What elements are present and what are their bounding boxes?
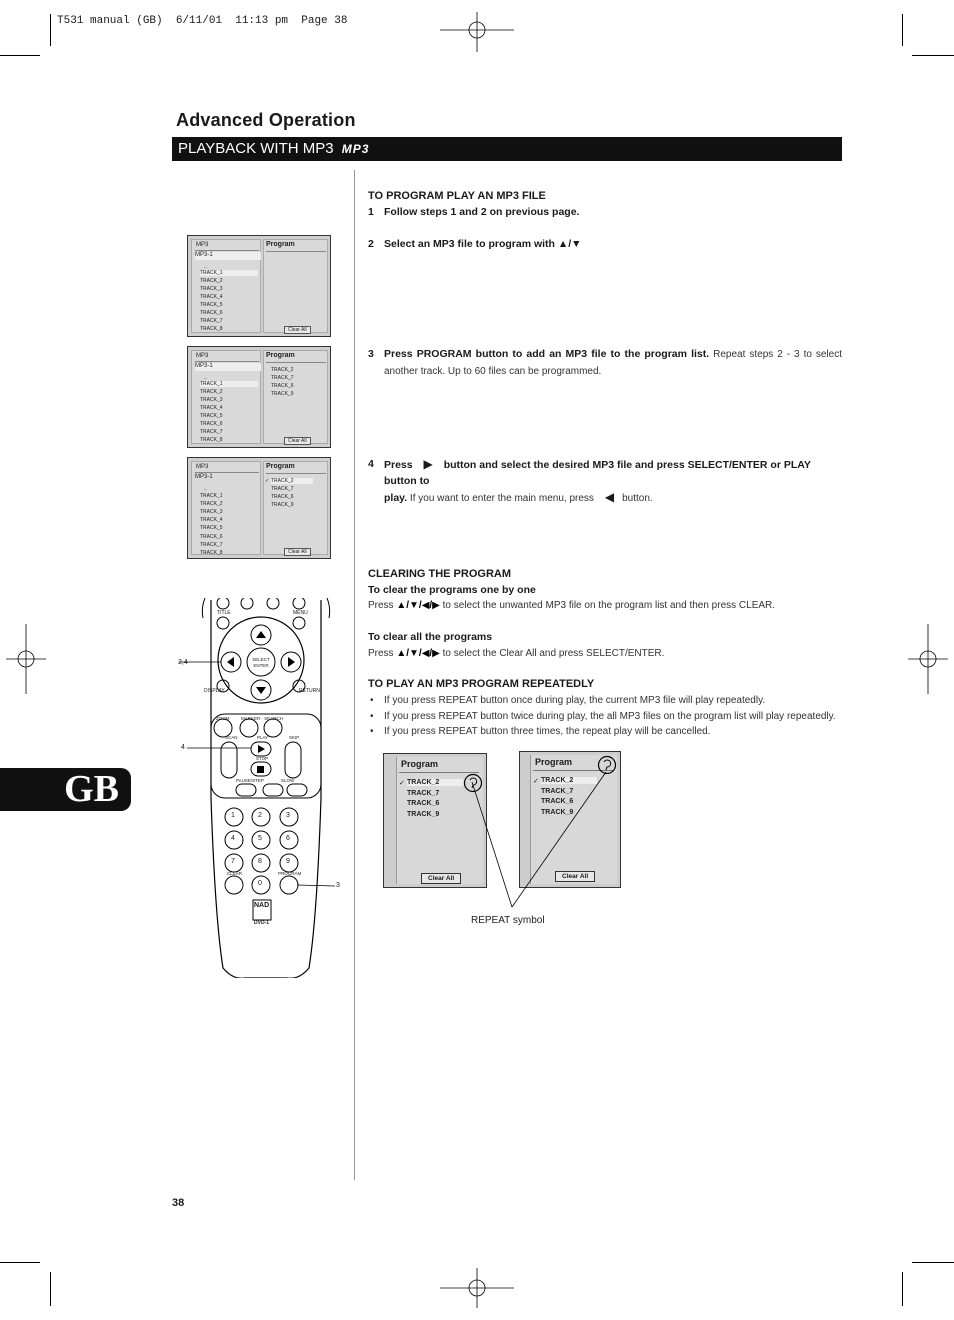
repeat-bullet: • If you press REPEAT button three times, the repeat play will be cancelled. (368, 724, 848, 740)
key-7[interactable]: 7 (231, 858, 235, 865)
step-4-press: Press (384, 459, 413, 471)
track-row: TRACK_4 (200, 294, 223, 300)
key-3[interactable]: 3 (286, 812, 290, 819)
track-row: TRACK_5 (200, 302, 223, 308)
remote-return-label: RETURN (299, 688, 320, 694)
right-arrow-icon: ▶ (423, 457, 433, 471)
track-row: TRACK_1 (200, 270, 258, 276)
step-4-number: 4 (368, 458, 374, 470)
repeat-symbol-pointer-lines (470, 770, 620, 915)
step-3-number: 3 (368, 348, 374, 360)
registration-mark-top (440, 12, 514, 52)
program-row: TRACK_7 (271, 486, 294, 492)
track-row: TRACK_7 (200, 542, 223, 548)
print-header-line: T531 manual (GB) 6/11/01 11:13 pm Page 38 (57, 15, 348, 27)
track-row: TRACK_4 (200, 405, 223, 411)
up-row: .. (204, 375, 207, 381)
step-3-bold: Press PROGRAM button to add an MP3 file to the program list. (384, 348, 710, 360)
folder-name: MP3-1 (195, 363, 213, 369)
clearing-heading: CLEARING THE PROGRAM (368, 568, 511, 580)
program-label: Program (266, 463, 295, 470)
up-row: .. (204, 264, 207, 270)
mp3-pane (191, 461, 261, 555)
program-pane (263, 461, 328, 555)
remote-clear-label: CLEAR (227, 871, 243, 876)
registration-mark-bottom (440, 1268, 514, 1308)
program-label: Program (266, 352, 295, 359)
remote-skip-label: SKIP (289, 735, 300, 740)
folder-row (195, 252, 261, 260)
program-row: TRACK_2 (407, 779, 463, 786)
key-4[interactable]: 4 (231, 835, 235, 842)
program-row: TRACK_7 (407, 790, 440, 797)
track-row: TRACK_3 (200, 286, 223, 292)
remote-program-label: PROGRAM (278, 871, 302, 876)
remote-model-label: DVD-1 (254, 920, 270, 926)
step-2 (368, 236, 582, 252)
page-title: Advanced Operation (176, 110, 356, 130)
language-tab: GB (0, 768, 131, 811)
track-row: TRACK_2 (200, 278, 223, 284)
remote-scan-label: SCAN (225, 735, 238, 740)
callout-4: 4 (181, 744, 185, 751)
program-row: TRACK_9 (271, 391, 294, 397)
clear-all-button[interactable]: Clear All (284, 548, 311, 556)
track-row: TRACK_4 (200, 517, 223, 523)
remote-pause-label: PAUSE/STEP (236, 778, 264, 783)
clear-all-text-b: to select the Clear All and press SELECT/ENTER. (439, 648, 665, 659)
nad-logo: NAD (254, 902, 270, 909)
program-row: TRACK_6 (271, 494, 294, 500)
key-0[interactable]: 0 (258, 880, 262, 887)
left-arrow-icon: ◀ (604, 490, 615, 504)
step-1 (368, 204, 579, 220)
track-row: TRACK_3 (200, 397, 223, 403)
arrow-keys-icon: ▲/▼/◀/▶ (396, 600, 440, 611)
track-row: TRACK_6 (200, 310, 223, 316)
track-row: TRACK_1 (200, 381, 258, 387)
program-label: Program (266, 241, 295, 248)
program-row: TRACK_9 (541, 809, 574, 816)
step-4 (368, 456, 842, 507)
section-label: PLAYBACK WITH MP3 (178, 140, 334, 157)
section-bar (172, 137, 842, 161)
track-row: TRACK_5 (200, 525, 223, 531)
callout-2-4: 2,4 (178, 659, 188, 666)
key-8[interactable]: 8 (258, 858, 262, 865)
track-row: TRACK_8 (200, 550, 223, 556)
registration-mark-right (908, 624, 948, 694)
clear-all-text (368, 646, 664, 662)
repeat-heading: TO PLAY AN MP3 PROGRAM REPEATEDLY (368, 678, 595, 690)
program-row: TRACK_2 (271, 367, 294, 373)
track-row: TRACK_3 (200, 509, 223, 515)
program-row: TRACK_7 (541, 788, 574, 795)
registration-mark-left (6, 624, 46, 694)
mp3-pane (191, 350, 261, 444)
program-heading: TO PROGRAM PLAY AN MP3 FILE (368, 190, 546, 202)
mp3-logo: MP3 (341, 142, 370, 156)
remote-title-label: TITLE (217, 610, 231, 616)
step-2-text: Select an MP3 file to program with ▲/▼ (384, 238, 582, 250)
mp3-label: MP3 (196, 464, 209, 470)
repeat-bullet: • If you press REPEAT button twice during play, the all MP3 files on the program list will play repeatedly. (368, 709, 848, 725)
clear-all-text-a: Press (368, 648, 397, 659)
key-5[interactable]: 5 (258, 835, 262, 842)
check-icon: ✓ (533, 778, 539, 785)
key-6[interactable]: 6 (286, 835, 290, 842)
program-row: TRACK_7 (271, 375, 294, 381)
track-row: TRACK_2 (200, 389, 223, 395)
callout-3: 3 (336, 882, 340, 889)
track-row: TRACK_7 (200, 429, 223, 435)
clear-one-text-a: Press (368, 600, 397, 611)
step-4-rest: If you want to enter the main menu, press (407, 493, 594, 504)
clear-all-button[interactable]: Clear All (284, 437, 311, 445)
remote-slow-label: SLOW (281, 778, 295, 783)
arrow-keys-icon: ▲/▼/◀/▶ (396, 648, 440, 659)
check-icon: ✓ (399, 780, 405, 787)
step-2-number: 2 (368, 238, 374, 250)
step-1-text: Follow steps 1 and 2 on previous page. (384, 206, 580, 218)
clear-all-button[interactable]: Clear All (421, 873, 461, 884)
clear-all-button[interactable]: Clear All (555, 871, 595, 882)
mp3-label: MP3 (196, 353, 209, 359)
remote-zoom-label: ZOOM (216, 716, 230, 721)
folder-name: MP3-1 (195, 474, 213, 480)
track-row: TRACK_8 (200, 326, 223, 332)
page-number: 38 (172, 1197, 185, 1209)
track-row: TRACK_6 (200, 421, 223, 427)
track-row: TRACK_6 (200, 534, 223, 540)
program-row: TRACK_6 (271, 383, 294, 389)
remote-stop-label: STOP (256, 756, 269, 761)
step-3 (368, 346, 842, 379)
remote-menu-label: MENU (293, 610, 308, 616)
track-row: TRACK_2 (200, 501, 223, 507)
clear-one-text-b: to select the unwanted MP3 file on the program list and then press CLEAR. (439, 600, 776, 611)
program-row: TRACK_9 (407, 811, 440, 818)
track-row: TRACK_8 (200, 437, 223, 443)
program-row: TRACK_6 (407, 800, 440, 807)
track-row: TRACK_1 (200, 493, 223, 499)
program-pane (263, 239, 328, 333)
program-row: TRACK_2 (541, 777, 597, 784)
repeat-symbol-caption: REPEAT symbol (471, 915, 545, 926)
step-4-end: button. (622, 493, 653, 504)
step-1-number: 1 (368, 206, 374, 218)
mp3-pane (191, 239, 261, 333)
step-4-play: play. (384, 492, 408, 504)
step-4-text: button and select the desired MP3 file and press SELECT/ENTER or PLAY button to (384, 459, 811, 487)
select-enter-label: SELECT ENTER (252, 657, 270, 668)
remote-play-label: PLAY (257, 735, 269, 740)
clear-one-text (368, 598, 775, 614)
screen-1 (187, 235, 331, 337)
key-2[interactable]: 2 (258, 812, 262, 819)
clear-all-button[interactable]: Clear All (284, 326, 311, 334)
repeat-bullet: • If you press REPEAT button once during play, the current MP3 file will play repeatedly. (368, 693, 848, 709)
program-row: TRACK_6 (541, 798, 574, 805)
screen-2 (187, 346, 331, 448)
check-icon: ✓ (265, 478, 270, 484)
program-row: TRACK_2 (271, 478, 313, 484)
folder-row (195, 363, 261, 371)
track-row: TRACK_7 (200, 318, 223, 324)
repeat-bullets (368, 693, 848, 740)
clear-all-subheading: To clear all the programs (368, 631, 493, 643)
key-1[interactable]: 1 (231, 812, 235, 819)
mp3-label: MP3 (196, 242, 209, 248)
key-9[interactable]: 9 (286, 858, 290, 865)
program-pane (263, 350, 328, 444)
track-row: TRACK_5 (200, 413, 223, 419)
screen-3 (187, 457, 331, 559)
clear-one-subheading: To clear the programs one by one (368, 584, 536, 596)
remote-marker-label: MARKER - SEARCH (241, 716, 284, 721)
program-label: Program (535, 757, 573, 767)
folder-row (195, 474, 261, 482)
program-row: TRACK_9 (271, 502, 294, 508)
program-label: Program (401, 759, 439, 769)
remote-display-label: DISPLAY (204, 688, 225, 694)
step-3-rest: Repeat steps 2 - 3 to select another track. Up to 60 files can be programmed. (384, 349, 842, 377)
up-row: .. (204, 486, 207, 492)
folder-name: MP3-1 (195, 252, 213, 258)
